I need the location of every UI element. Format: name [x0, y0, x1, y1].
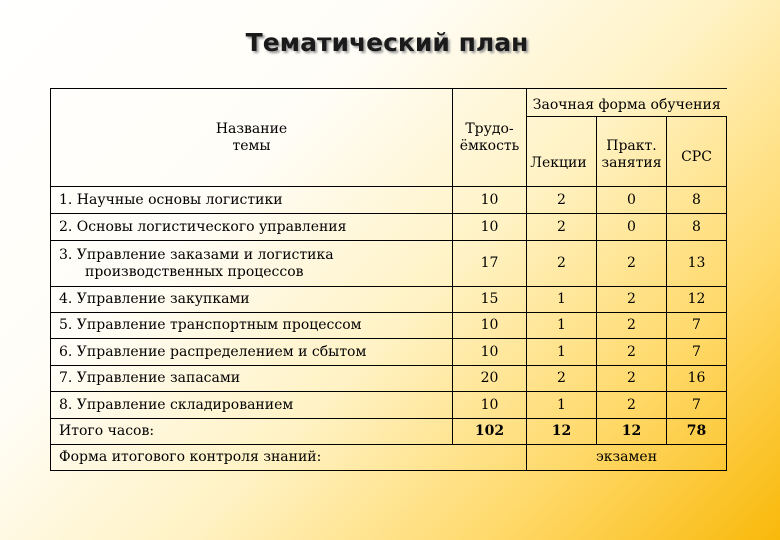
header-practice [597, 117, 667, 187]
row-name: 8. Управление складированием [51, 392, 453, 419]
row-practice: 2 [597, 366, 667, 392]
row-total: 17 [453, 241, 527, 287]
row-name-line1: 3. Управление заказами и логистика [59, 246, 334, 263]
row-name: 4. Управление закупками [51, 287, 453, 313]
row-practice: 2 [597, 392, 667, 419]
total-row [51, 419, 727, 445]
header-practice-line2: занятия [601, 155, 662, 172]
row-total: 10 [453, 339, 527, 366]
header-name-cell [51, 89, 453, 187]
total-lectures: 12 [527, 419, 597, 445]
row-name: 2. Основы логистического управления [51, 214, 453, 241]
table-row [51, 287, 727, 313]
total-hours: 102 [453, 419, 527, 445]
header-name-line1: Название [215, 121, 288, 137]
table-row [51, 241, 727, 287]
row-total: 10 [453, 392, 527, 419]
row-total: 10 [453, 187, 527, 214]
table-row [51, 214, 727, 241]
row-lectures: 1 [527, 392, 597, 419]
row-total: 10 [453, 214, 527, 241]
row-practice: 2 [597, 287, 667, 313]
row-srs: 7 [667, 339, 727, 366]
table-row [51, 339, 727, 366]
row-lectures: 2 [527, 366, 597, 392]
row-name: 1. Научные основы логистики [51, 187, 453, 214]
row-lectures: 1 [527, 339, 597, 366]
row-practice: 2 [597, 339, 667, 366]
table-row [51, 187, 727, 214]
control-label: Форма итогового контроля знаний: [51, 445, 527, 471]
page-title: Тематический план [245, 28, 529, 57]
header-name-line2: темы [232, 137, 271, 154]
total-practice: 12 [597, 419, 667, 445]
table-row [51, 392, 727, 419]
header-hours-line1: Трудо- [465, 121, 514, 137]
row-name: 6. Управление распределением и сбытом [51, 339, 453, 366]
row-srs: 16 [667, 366, 727, 392]
row-srs: 12 [667, 287, 727, 313]
row-lectures: 2 [527, 214, 597, 241]
row-name: 7. Управление запасами [51, 366, 453, 392]
row-total: 20 [453, 366, 527, 392]
row-name: 5. Управление транспортным процессом [51, 313, 453, 339]
row-srs: 8 [667, 187, 727, 214]
row-total: 15 [453, 287, 527, 313]
row-srs: 7 [667, 392, 727, 419]
control-value: экзамен [527, 445, 727, 471]
table-row [51, 313, 727, 339]
row-lectures: 1 [527, 287, 597, 313]
row-practice: 0 [597, 187, 667, 214]
row-practice: 0 [597, 214, 667, 241]
header-hours-line2: ёмкость [459, 137, 520, 154]
header-srs: СРС [667, 117, 727, 187]
row-practice: 2 [597, 313, 667, 339]
header-form-group: Заочная форма обучения [527, 89, 727, 117]
row-srs: 8 [667, 214, 727, 241]
total-srs: 78 [667, 419, 727, 445]
header-practice-line1: Практ. [606, 138, 657, 155]
row-total: 10 [453, 313, 527, 339]
table-row [51, 366, 727, 392]
row-name [51, 241, 453, 287]
row-practice: 2 [597, 241, 667, 287]
row-lectures: 2 [527, 241, 597, 287]
row-lectures: 1 [527, 313, 597, 339]
thematic-plan-table [50, 88, 727, 471]
header-hours-cell [453, 89, 527, 187]
row-srs: 13 [667, 241, 727, 287]
row-srs: 7 [667, 313, 727, 339]
total-label: Итого часов: [51, 419, 453, 445]
header-row [51, 89, 727, 117]
header-lectures: Лекции [527, 117, 597, 187]
row-lectures: 2 [527, 187, 597, 214]
row-name-line2: производственных процессов [85, 263, 304, 280]
control-row [51, 445, 727, 471]
